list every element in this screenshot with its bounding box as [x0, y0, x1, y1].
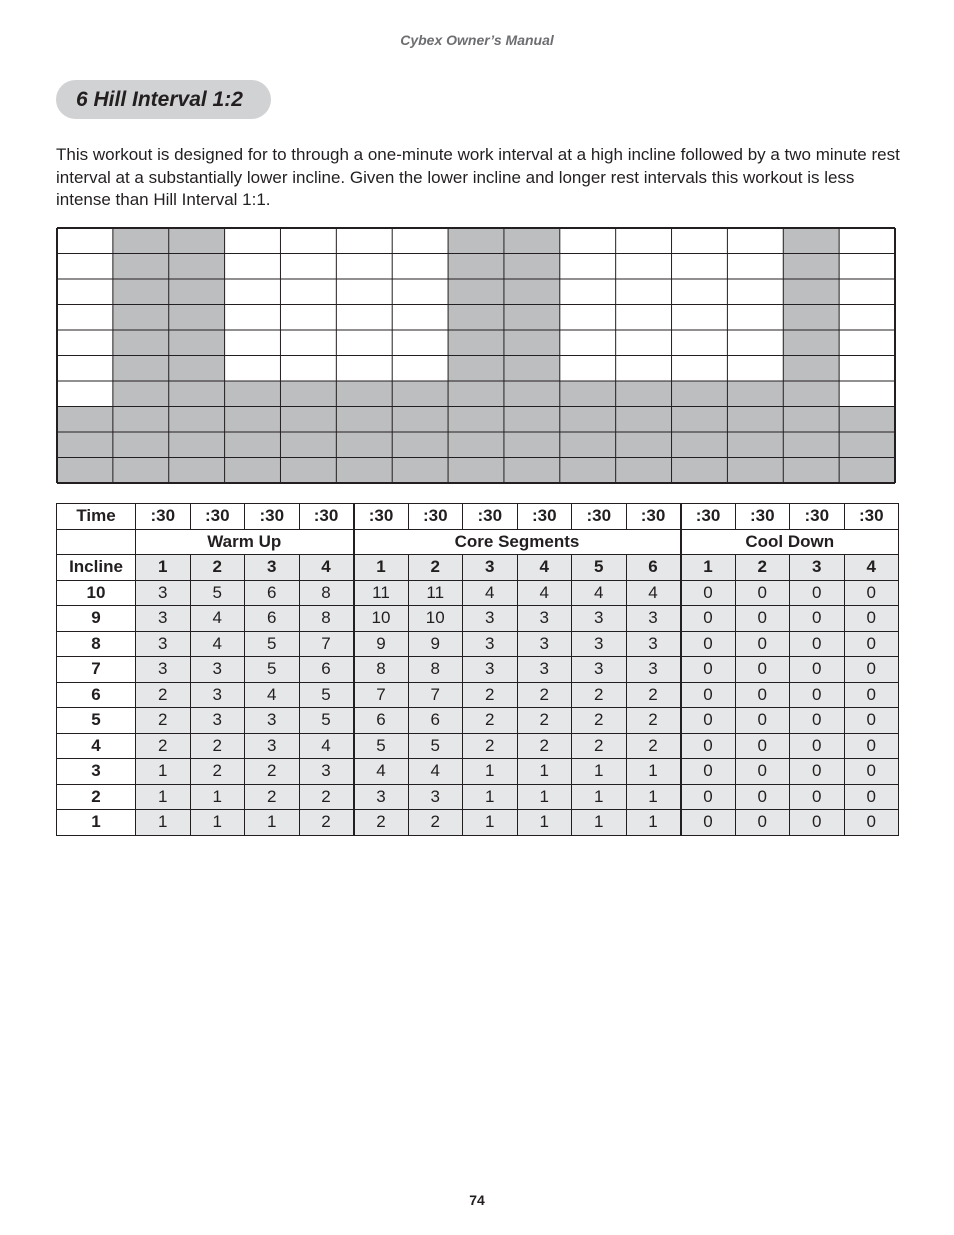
segment-number: 6: [626, 555, 681, 581]
incline-value: 3: [517, 657, 572, 683]
incline-value: 3: [136, 580, 191, 606]
table-row: [57, 708, 899, 734]
incline-value: 0: [681, 682, 736, 708]
incline-value: 2: [245, 784, 300, 810]
group-label: Core Segments: [354, 529, 681, 555]
incline-value: 0: [790, 810, 845, 836]
table-row: [57, 759, 899, 785]
incline-value: 3: [517, 631, 572, 657]
incline-value: 3: [354, 784, 409, 810]
segment-number-row: [57, 555, 899, 581]
incline-value: 8: [299, 580, 354, 606]
time-cell: :30: [517, 504, 572, 530]
incline-value: 11: [354, 580, 409, 606]
time-cell: :30: [844, 504, 899, 530]
incline-value: 0: [681, 580, 736, 606]
incline-value: 3: [517, 606, 572, 632]
incline-value: 6: [299, 657, 354, 683]
incline-value: 1: [190, 784, 245, 810]
incline-value: 0: [844, 682, 899, 708]
segment-number: 4: [844, 555, 899, 581]
incline-value: 2: [408, 810, 463, 836]
incline-value: 0: [844, 810, 899, 836]
incline-value: 3: [463, 657, 518, 683]
incline-value: 0: [681, 631, 736, 657]
level-label: 5: [57, 708, 136, 734]
level-label: 7: [57, 657, 136, 683]
incline-value: 3: [463, 631, 518, 657]
incline-value: 2: [626, 733, 681, 759]
incline-value: 4: [408, 759, 463, 785]
table-row: [57, 733, 899, 759]
segment-number: 3: [463, 555, 518, 581]
incline-value: 11: [408, 580, 463, 606]
incline-value: 2: [626, 682, 681, 708]
incline-value: 5: [354, 733, 409, 759]
page-number: 74: [469, 1192, 485, 1208]
incline-value: 0: [844, 708, 899, 734]
incline-value: 0: [790, 657, 845, 683]
table-row: [57, 682, 899, 708]
time-cell: :30: [463, 504, 518, 530]
incline-table: [56, 503, 899, 836]
incline-value: 0: [735, 580, 790, 606]
segment-number: 1: [354, 555, 409, 581]
incline-value: 2: [136, 708, 191, 734]
segment-number: 3: [790, 555, 845, 581]
incline-value: 0: [844, 733, 899, 759]
incline-value: 4: [354, 759, 409, 785]
incline-value: 2: [299, 810, 354, 836]
running-header: Cybex Owner’s Manual: [400, 32, 554, 48]
group-label: Cool Down: [681, 529, 899, 555]
incline-value: 1: [463, 784, 518, 810]
incline-value: 0: [681, 733, 736, 759]
incline-value: 1: [626, 810, 681, 836]
incline-value: 5: [245, 631, 300, 657]
incline-value: 0: [681, 708, 736, 734]
incline-value: 1: [190, 810, 245, 836]
incline-value: 1: [136, 759, 191, 785]
incline-value: 3: [572, 657, 627, 683]
incline-value: 3: [572, 631, 627, 657]
incline-value: 5: [190, 580, 245, 606]
incline-value: 0: [844, 631, 899, 657]
incline-value: 2: [572, 682, 627, 708]
incline-value: 0: [735, 784, 790, 810]
incline-value: 3: [408, 784, 463, 810]
time-cell: :30: [790, 504, 845, 530]
incline-profile-chart: [56, 227, 896, 485]
time-cell: :30: [572, 504, 627, 530]
incline-value: 2: [517, 682, 572, 708]
incline-value: 0: [735, 708, 790, 734]
incline-value: 4: [299, 733, 354, 759]
incline-value: 0: [735, 657, 790, 683]
incline-value: 1: [136, 810, 191, 836]
incline-value: 4: [572, 580, 627, 606]
level-label: 3: [57, 759, 136, 785]
incline-value: 9: [408, 631, 463, 657]
incline-value: 3: [626, 631, 681, 657]
incline-value: 1: [245, 810, 300, 836]
incline-value: 3: [463, 606, 518, 632]
profile-bar: [57, 407, 113, 484]
incline-value: 0: [735, 631, 790, 657]
time-cell: :30: [408, 504, 463, 530]
incline-value: 3: [190, 682, 245, 708]
group-label: Warm Up: [136, 529, 354, 555]
incline-value: 6: [245, 606, 300, 632]
incline-value: 2: [354, 810, 409, 836]
group-row: [57, 529, 899, 555]
incline-label: Incline: [57, 555, 136, 581]
incline-value: 10: [354, 606, 409, 632]
incline-value: 2: [136, 682, 191, 708]
incline-value: 0: [790, 708, 845, 734]
incline-value: 3: [190, 657, 245, 683]
incline-value: 9: [354, 631, 409, 657]
segment-number: 4: [299, 555, 354, 581]
segment-number: 5: [572, 555, 627, 581]
segment-number: 3: [245, 555, 300, 581]
level-label: 4: [57, 733, 136, 759]
incline-value: 3: [136, 606, 191, 632]
segment-number: 2: [735, 555, 790, 581]
time-label: Time: [57, 504, 136, 530]
incline-value: 7: [299, 631, 354, 657]
incline-value: 7: [354, 682, 409, 708]
segment-number: 1: [681, 555, 736, 581]
incline-value: 0: [681, 784, 736, 810]
incline-value: 2: [463, 733, 518, 759]
time-cell: :30: [190, 504, 245, 530]
segment-number: 1: [136, 555, 191, 581]
incline-value: 0: [681, 810, 736, 836]
incline-value: 2: [626, 708, 681, 734]
table-row: [57, 784, 899, 810]
incline-value: 4: [463, 580, 518, 606]
incline-value: 2: [517, 733, 572, 759]
level-label: 2: [57, 784, 136, 810]
incline-value: 5: [299, 708, 354, 734]
incline-value: 8: [408, 657, 463, 683]
incline-value: 2: [463, 708, 518, 734]
intro-paragraph: This workout is designed for to through a one-minute work interval at a high incline followed by a two minute rest interval at a substantially lower incline. Given the lower incline and longer rest intervals this workout is less intense than Hill Interval 1:1.: [56, 145, 900, 209]
incline-value: 2: [572, 733, 627, 759]
incline-value: 0: [681, 657, 736, 683]
incline-value: 8: [299, 606, 354, 632]
incline-value: 6: [408, 708, 463, 734]
incline-value: 0: [844, 580, 899, 606]
incline-value: 0: [790, 606, 845, 632]
incline-value: 3: [190, 708, 245, 734]
incline-value: 3: [626, 606, 681, 632]
incline-value: 3: [626, 657, 681, 683]
incline-value: 1: [463, 759, 518, 785]
time-cell: :30: [354, 504, 409, 530]
incline-value: 4: [626, 580, 681, 606]
incline-value: 0: [790, 733, 845, 759]
table-row: [57, 631, 899, 657]
group-row-blank: [57, 529, 136, 555]
incline-value: 0: [735, 733, 790, 759]
incline-value: 0: [844, 759, 899, 785]
level-label: 10: [57, 580, 136, 606]
incline-value: 4: [190, 606, 245, 632]
time-cell: :30: [681, 504, 736, 530]
segment-number: 2: [190, 555, 245, 581]
incline-value: 1: [517, 784, 572, 810]
incline-value: 1: [572, 810, 627, 836]
time-cell: :30: [136, 504, 191, 530]
incline-value: 0: [790, 682, 845, 708]
incline-value: 4: [517, 580, 572, 606]
incline-value: 2: [190, 733, 245, 759]
incline-value: 2: [136, 733, 191, 759]
segment-number: 2: [408, 555, 463, 581]
incline-value: 0: [790, 759, 845, 785]
incline-value: 0: [735, 682, 790, 708]
incline-value: 0: [735, 759, 790, 785]
incline-value: 3: [299, 759, 354, 785]
table-row: [57, 606, 899, 632]
section-title-pill: [56, 80, 271, 119]
incline-value: 0: [844, 784, 899, 810]
profile-bar: [839, 407, 895, 484]
incline-value: 3: [245, 733, 300, 759]
incline-value: 2: [463, 682, 518, 708]
incline-value: 2: [517, 708, 572, 734]
incline-value: 4: [190, 631, 245, 657]
incline-value: 1: [463, 810, 518, 836]
incline-value: 1: [517, 810, 572, 836]
incline-value: 2: [572, 708, 627, 734]
incline-value: 1: [572, 759, 627, 785]
level-label: 9: [57, 606, 136, 632]
incline-value: 0: [790, 631, 845, 657]
incline-value: 0: [681, 606, 736, 632]
incline-value: 5: [299, 682, 354, 708]
incline-value: 0: [681, 759, 736, 785]
incline-value: 1: [572, 784, 627, 810]
incline-value: 7: [408, 682, 463, 708]
incline-value: 8: [354, 657, 409, 683]
incline-value: 4: [245, 682, 300, 708]
incline-value: 0: [790, 784, 845, 810]
incline-value: 3: [245, 708, 300, 734]
incline-value: 0: [735, 810, 790, 836]
incline-value: 1: [136, 784, 191, 810]
time-cell: :30: [245, 504, 300, 530]
incline-value: 2: [190, 759, 245, 785]
time-cell: :30: [735, 504, 790, 530]
table-row: [57, 810, 899, 836]
incline-value: 6: [354, 708, 409, 734]
incline-value: 2: [245, 759, 300, 785]
incline-value: 3: [136, 657, 191, 683]
incline-value: 5: [408, 733, 463, 759]
level-label: 1: [57, 810, 136, 836]
level-label: 8: [57, 631, 136, 657]
incline-value: 10: [408, 606, 463, 632]
incline-value: 3: [136, 631, 191, 657]
time-cell: :30: [299, 504, 354, 530]
incline-value: 0: [844, 606, 899, 632]
table-row: [57, 657, 899, 683]
incline-value: 5: [245, 657, 300, 683]
incline-value: 3: [572, 606, 627, 632]
segment-number: 4: [517, 555, 572, 581]
incline-value: 0: [844, 657, 899, 683]
incline-value: 0: [790, 580, 845, 606]
incline-value: 2: [299, 784, 354, 810]
time-row: [57, 504, 899, 530]
section-title: 6 Hill Interval 1:2: [76, 87, 243, 111]
incline-value: 6: [245, 580, 300, 606]
level-label: 6: [57, 682, 136, 708]
time-cell: :30: [626, 504, 681, 530]
incline-value: 0: [735, 606, 790, 632]
incline-value: 1: [626, 759, 681, 785]
incline-value: 1: [626, 784, 681, 810]
table-row: [57, 580, 899, 606]
incline-value: 1: [517, 759, 572, 785]
